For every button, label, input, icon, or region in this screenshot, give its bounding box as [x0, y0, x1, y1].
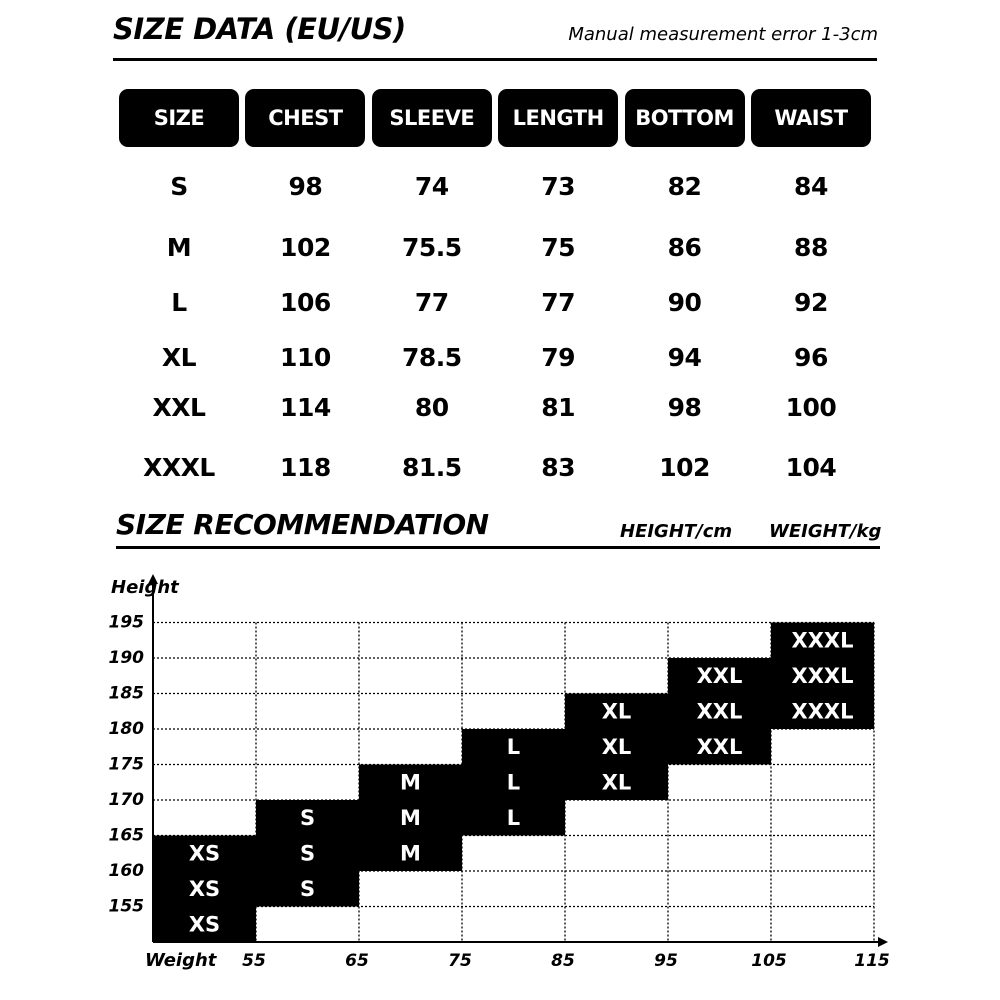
size-cell-label: XS [188, 912, 221, 937]
size-cell-label: XXXL [791, 628, 854, 653]
table-cell: 96 [794, 342, 828, 372]
table-cell: 75.5 [401, 232, 462, 262]
size-cell-label: M [400, 770, 421, 795]
y-tick-label: 155 [108, 896, 144, 917]
size-cell-label: S [299, 876, 316, 901]
size-row-xl [119, 335, 871, 379]
size-cell-label: M [400, 841, 421, 866]
table-cell: 82 [667, 171, 702, 201]
table-cell: 84 [794, 171, 828, 201]
table-cell: 106 [280, 287, 331, 317]
size-cell-label: XXL [696, 734, 743, 759]
size-recommendation-title: SIZE RECOMMENDATION [116, 508, 489, 541]
x-tick-label: 115 [854, 951, 890, 971]
table-cell: 80 [414, 392, 449, 422]
size-cell-label: L [506, 805, 521, 830]
header-waist: WAIST [751, 89, 871, 147]
size-cell-label: XL [601, 699, 632, 724]
size-cell-label: XXL [696, 663, 743, 688]
size-cell-label: L [506, 734, 521, 759]
size-cell-label: XXXL [791, 699, 854, 724]
table-cell: 86 [667, 232, 702, 262]
x-tick-label: 85 [551, 951, 575, 971]
header-size: SIZE [119, 89, 239, 147]
table-cell: 118 [280, 452, 331, 482]
size-row-l [119, 280, 871, 324]
x-tick-label: 75 [448, 951, 472, 971]
table-cell: L [171, 287, 187, 317]
size-cell-label: L [506, 770, 521, 795]
table-cell: 100 [785, 392, 837, 422]
table-cell: 78.5 [401, 342, 462, 372]
y-tick-label: 180 [108, 719, 144, 739]
table-cell: 75 [541, 232, 576, 262]
height-unit-label: HEIGHT/cm [620, 521, 733, 542]
y-tick-label: 175 [108, 754, 144, 775]
size-data-divider [113, 58, 877, 61]
table-cell: XXL [152, 392, 206, 422]
size-cell-label: S [299, 841, 316, 866]
table-cell: S [170, 171, 188, 201]
table-cell: 74 [414, 171, 449, 201]
y-tick-label: 185 [108, 683, 144, 704]
recommendation-divider [116, 546, 880, 549]
size-table-header [119, 89, 871, 147]
table-cell: 114 [280, 392, 331, 422]
table-cell: 83 [541, 452, 576, 482]
table-cell: 104 [785, 452, 837, 482]
size-cell-label: XL [601, 770, 632, 795]
size-cell-label: XL [601, 734, 632, 759]
size-row-m [119, 225, 871, 269]
size-cell-label: XS [188, 876, 221, 901]
header-sleeve: SLEEVE [372, 89, 492, 147]
size-recommendation-chart [0, 570, 1000, 990]
x-tick-label: 55 [242, 951, 266, 971]
weight-unit-label: WEIGHT/kg [769, 521, 882, 542]
table-cell: 102 [280, 232, 331, 262]
size-cell-label: XXXL [791, 663, 854, 688]
table-cell: 94 [667, 342, 702, 372]
table-cell: XXXL [143, 452, 215, 482]
size-cell-label: S [299, 805, 316, 830]
header-bottom: BOTTOM [625, 89, 745, 147]
y-tick-label: 165 [108, 825, 144, 846]
size-row-xxl [119, 385, 871, 429]
size-cell-label: XS [188, 841, 221, 866]
table-cell: 77 [414, 287, 449, 317]
y-tick-label: 160 [108, 861, 144, 881]
table-cell: 79 [541, 342, 576, 372]
size-row-xxxl [119, 445, 871, 489]
table-cell: 77 [541, 287, 576, 317]
x-tick-label: 65 [345, 951, 369, 971]
y-tick-label: 170 [108, 790, 144, 810]
x-axis-label: Weight [145, 950, 217, 971]
size-data-title: SIZE DATA (EU/US) [113, 12, 406, 46]
size-row-s [119, 164, 871, 208]
table-cell: 98 [667, 392, 702, 422]
table-cell: 102 [659, 452, 710, 482]
x-tick-label: 105 [751, 951, 787, 971]
chart-cells [153, 623, 874, 943]
table-cell: 81.5 [401, 452, 462, 482]
y-axis-label: Height [111, 577, 179, 598]
table-cell: 88 [794, 232, 828, 262]
table-cell: 81 [541, 392, 576, 422]
size-cell-label: M [400, 805, 421, 830]
table-cell: XL [161, 342, 197, 372]
header-length: LENGTH [498, 89, 618, 147]
table-cell: 98 [288, 171, 323, 201]
y-tick-label: 195 [108, 612, 144, 633]
size-cell-label: XXL [696, 699, 743, 724]
x-axis-arrow [878, 937, 888, 947]
table-cell: 92 [794, 287, 828, 317]
table-cell: M [166, 232, 192, 262]
x-tick-label: 95 [654, 951, 678, 971]
header-chest: CHEST [245, 89, 365, 147]
y-tick-label: 190 [108, 648, 144, 668]
measurement-note: Manual measurement error 1-3cm [568, 24, 878, 45]
table-cell: 73 [541, 171, 576, 201]
table-cell: 90 [667, 287, 702, 317]
table-cell: 110 [280, 342, 331, 372]
